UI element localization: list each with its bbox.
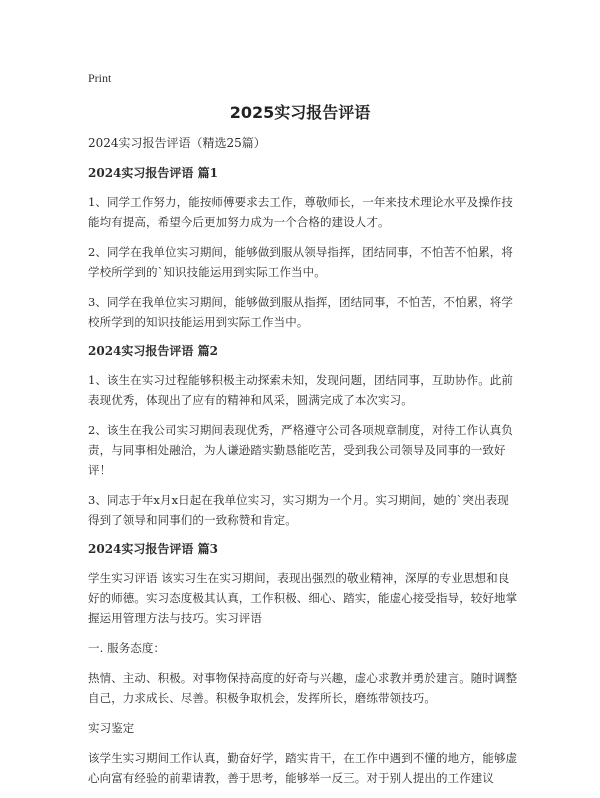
paragraph: 2、同学在我单位实习期间，能够做到服从领导指挥，团结同事，不怕苦不怕累，将学校所学到的`知识技能运用到实际工作当中。: [88, 245, 514, 279]
paragraph: 1、同学工作努力，能按师傅要求去工作，尊敬师长，一年来技术理论水平及操作技能均有提高，希望今后更加努力成为一个合格的建设人才。: [88, 195, 514, 229]
subheading-service-attitude: 一. 服务态度：: [88, 641, 166, 655]
paragraph: 3、同志于年x月x日起在我单位实习，实习期为一个月。实习期间，她的`突出表现得到了领导和同事们的一致称赞和肯定。: [88, 493, 509, 527]
document-subtitle: 2024实习报告评语（精选25篇）: [88, 136, 266, 150]
paragraph: 2、该生在我公司实习期间表现优秀，严格遵守公司各项规章制度，对待工作认真负责，与同事相处融洽，为人谦逊踏实勤恳能吃苦，受到我公司领导及同事的一致好评！: [88, 423, 514, 477]
page-title: 2025实习报告评语: [229, 103, 371, 122]
paragraph: 热情、主动、积极。对事物保持高度的好奇与兴趣，虚心求教并勇於建言。随时调整自己，力求成长、尽善。积极争取机会，发挥所长，磨练带领技巧。: [88, 671, 518, 705]
paragraph: 学生实习评语 该实习生在实习期间，表现出强烈的敬业精神，深厚的专业思想和良好的师德。实习态度极其认真，工作积极、细心、踏实，能虚心接受指导，较好地掌握运用管理方法与技巧。实习评语: [88, 571, 518, 625]
paragraph: 3、同学在我单位实习期间，能够做到服从指挥，团结同事，不怕苦，不怕累，将学校所学到的知识技能运用到实际工作当中。: [88, 295, 514, 329]
print-label: Print: [88, 71, 112, 85]
paragraph: 该学生实习期间工作认真，勤奋好学，踏实肯干，在工作中遇到不懂的地方，能够虚心向富有经验的前辈请教，善于思考，能够举一反三。对于别人提出的工作建议: [88, 751, 518, 785]
section-heading-1: 2024实习报告评语 篇1: [88, 166, 218, 180]
section-heading-3: 2024实习报告评语 篇3: [88, 542, 218, 556]
subheading-internship-evaluation: 实习鉴定: [88, 721, 135, 735]
paragraph: 1、该生在实习过程能够积极主动探索未知，发现问题，团结同事，互助协作。此前表现优秀，体现出了应有的精神和风采，圆满完成了本次实习。: [88, 373, 514, 407]
section-heading-2: 2024实习报告评语 篇2: [88, 344, 218, 358]
document-body: [88, 134, 520, 798]
